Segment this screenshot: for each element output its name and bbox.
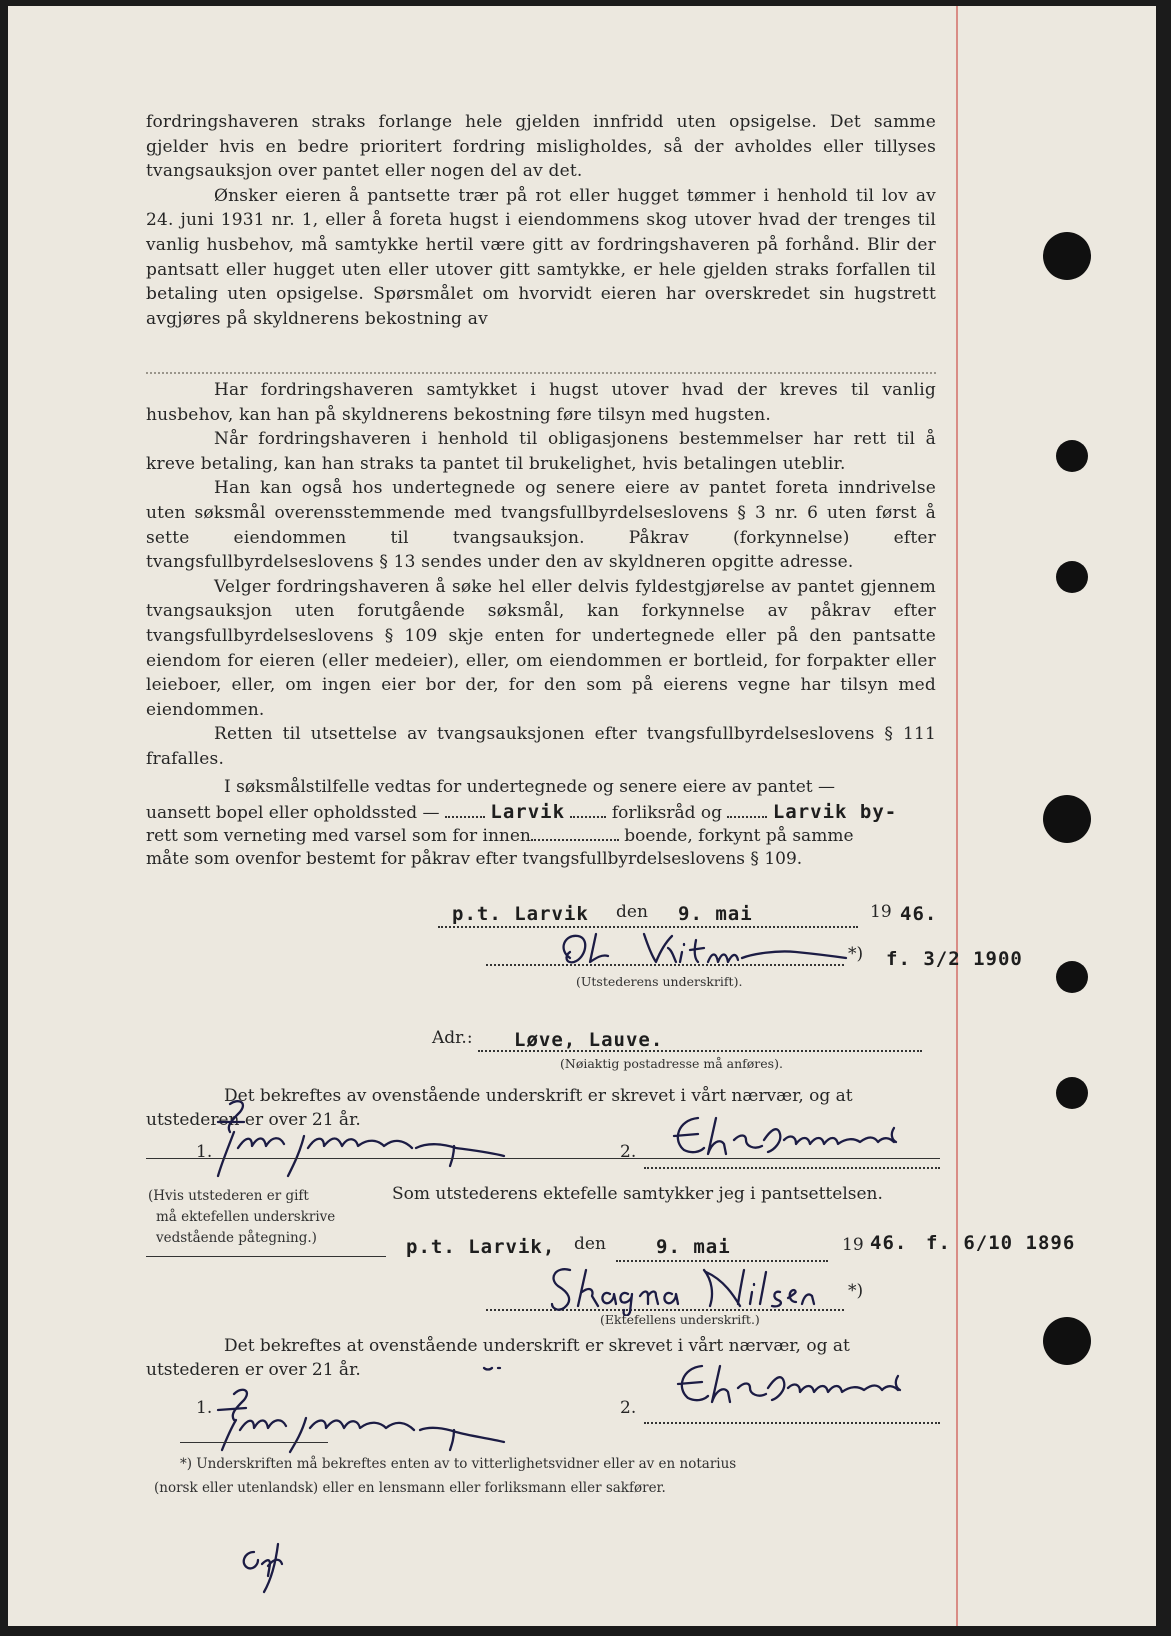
den-label: den	[574, 1234, 606, 1254]
paragraph: Når fordringshaveren i henhold til obligasjonens bestemmelser har rett til å kreve betaling, kan han straks ta pantet til brukelighet, hvis betalingen uteblir.	[146, 429, 936, 474]
spouse-consent: Som utstederens ektefelle samtykker jeg i pantsettelsen.	[392, 1184, 883, 1204]
venue-text: forliksråd og	[611, 803, 723, 823]
venue-text: boende, forkynt på samme	[624, 826, 854, 846]
year-prefix: 19	[842, 1235, 864, 1255]
paragraph: Velger fordringshaveren å søke hel eller delvis fyldestgjørelse av pantet gjennem tvangsauksjon uten forutgående søksmål, kan forkynnelse av påkrav efter tvangsfullbyrdelseslovens § 109 skje enten for undertegnede eller på den pantsatte eiendom for eieren (eller medeier), eller, om eiendommen er bortleid, for forpakter eller leieboer, eller, om ingen eier bor der, for den som på eierens vegne har tilsyn med eiendommen.	[146, 576, 936, 720]
venue-text: rett som verneting med varsel som for innen	[146, 826, 531, 846]
witness-text-2: utstederen er over 21 år.	[146, 1110, 361, 1130]
address-caption: (Nøiaktig postadresse må anføres).	[560, 1056, 783, 1071]
punch-hole	[1056, 961, 1088, 993]
punch-hole	[1043, 232, 1091, 280]
venue-line-2	[146, 801, 897, 823]
initials-mark	[234, 1530, 304, 1600]
spouse-note-1: (Hvis utstederen er gift	[148, 1188, 309, 1204]
margin-line	[956, 6, 958, 1626]
spouse-note-3: vedstående påtegning.)	[156, 1230, 317, 1246]
document-page	[8, 6, 1156, 1626]
witness-signature-3	[208, 1346, 538, 1456]
mid-paragraphs	[146, 378, 936, 772]
dotted-leader	[531, 825, 619, 841]
dotted-leader	[570, 802, 606, 818]
issuer-year: 46.	[900, 903, 938, 925]
address-label: Adr.:	[432, 1028, 473, 1048]
sign-caption: (Ektefellens underskrift.)	[600, 1312, 760, 1327]
punch-hole	[1056, 440, 1088, 472]
sign-caption: (Utstederens underskrift).	[576, 974, 743, 989]
spouse-year: 46.	[870, 1232, 908, 1254]
dotted-leader	[445, 802, 485, 818]
paragraph: Har fordringshaveren samtykket i hugst utover hvad der kreves til vanlig husbehov, kan han på skyldnerens bekostning føre tilsyn med hugsten.	[146, 380, 936, 425]
year-prefix: 19	[870, 902, 892, 922]
witness-number-1: 1.	[196, 1398, 213, 1418]
paragraph: Retten til utsettelse av tvangsauksjonen efter tvangsfullbyrdelseslovens § 111 frafalles.	[146, 724, 936, 769]
witness-number-2: 2.	[620, 1398, 637, 1418]
paragraph: Han kan også hos undertegnede og senere eiere av pantet foreta inndrivelse uten søksmål overensstemmende med tvangsfullbyrdelseslovens § 3 nr. 6 uten først å sette eiendommen til tvangsauksjon. Påkrav (forkynnelse) efter tvangsfullbyrdelseslovens § 13 sendes under den av skyldneren opgitte adresse.	[146, 478, 936, 573]
typed-place-1: Larvik	[490, 801, 566, 823]
punch-hole	[1056, 1077, 1088, 1109]
venue-line-3	[146, 825, 854, 846]
punch-hole	[1043, 1317, 1091, 1365]
witness-text-2: utstederen er over 21 år.	[146, 1360, 361, 1380]
paragraph: fordringshaveren straks forlange hele gjelden innfridd uten opsigelse. Det samme gjelder hvis en bedre prioritert fordring misligholdes, så der avholdes eller tillyses tvangsauksjon over pantet eller nogen del av det.	[146, 112, 936, 182]
spouse-date: 9. mai	[656, 1236, 731, 1258]
punch-hole	[1056, 561, 1088, 593]
section-rule	[146, 1158, 940, 1159]
dotted-separator	[146, 372, 936, 374]
venue-line-1: I søksmålstilfelle vedtas for undertegnede og senere eiere av pantet —	[224, 777, 836, 797]
spouse-note-2: må ektefellen underskrive	[156, 1209, 336, 1225]
witness-number-2: 2.	[620, 1142, 637, 1162]
sign-mark: *)	[848, 944, 864, 964]
venue-text: uansett bopel eller opholdssted —	[146, 803, 440, 823]
dotted-leader	[727, 802, 767, 818]
footnote-rule	[180, 1442, 328, 1443]
issuer-place: p.t. Larvik	[452, 903, 589, 925]
spouse-place: p.t. Larvik,	[406, 1236, 556, 1258]
typed-place-2: Larvik by-	[772, 801, 898, 823]
spouse-signature	[544, 1260, 844, 1316]
witness-signature-2	[668, 1110, 928, 1162]
witness-number-1: 1.	[196, 1142, 213, 1162]
footnote-line-1: *) Underskriften må bekreftes enten av to vitterlighetsvidner eller av en notarius	[180, 1456, 737, 1472]
den-label: den	[616, 902, 648, 922]
issuer-signature	[556, 928, 856, 976]
top-paragraphs	[146, 110, 936, 331]
sign-mark: *)	[848, 1281, 864, 1301]
paragraph: Ønsker eieren å pantsette trær på rot eller hugget tømmer i henhold til lov av 24. juni 1931 nr. 1, eller å foreta hugst i eiendommens skog utover hvad der trenges til vanlig husbehov, må samtykke hertil være gitt av fordringshaveren på forhånd. Blir der pantsatt eller hugget uten eller utover gitt samtykke, er hele gjelden straks forfallen til betaling uten opsigelse. Spørsmålet om hvorvidt eieren har overskredet sin hugstrett avgjøres på skyldnerens bekostning av	[146, 185, 936, 329]
address-value: Løve, Lauve.	[514, 1029, 664, 1051]
footnote-line-2: (norsk eller utenlandsk) eller en lensmann eller forliksmann eller sakfører.	[154, 1480, 666, 1496]
note-rule	[146, 1256, 386, 1257]
witness-text-1: Det bekreftes av ovenstående underskrift er skrevet i vårt nærvær, og at	[224, 1086, 853, 1106]
issuer-date: 9. mai	[678, 903, 753, 925]
venue-line-4: måte som ovenfor bestemt for påkrav efter tvangsfullbyrdelseslovens § 109.	[146, 849, 803, 869]
punch-hole	[1043, 795, 1091, 843]
witness-text-1: Det bekreftes at ovenstående underskrift er skrevet i vårt nærvær, og at	[224, 1336, 850, 1356]
witness-signature-4	[672, 1358, 922, 1412]
witness-signature-1	[208, 1092, 538, 1182]
issuer-birth: f. 3/2 1900	[886, 948, 1023, 970]
spouse-birth: f. 6/10 1896	[926, 1232, 1076, 1254]
